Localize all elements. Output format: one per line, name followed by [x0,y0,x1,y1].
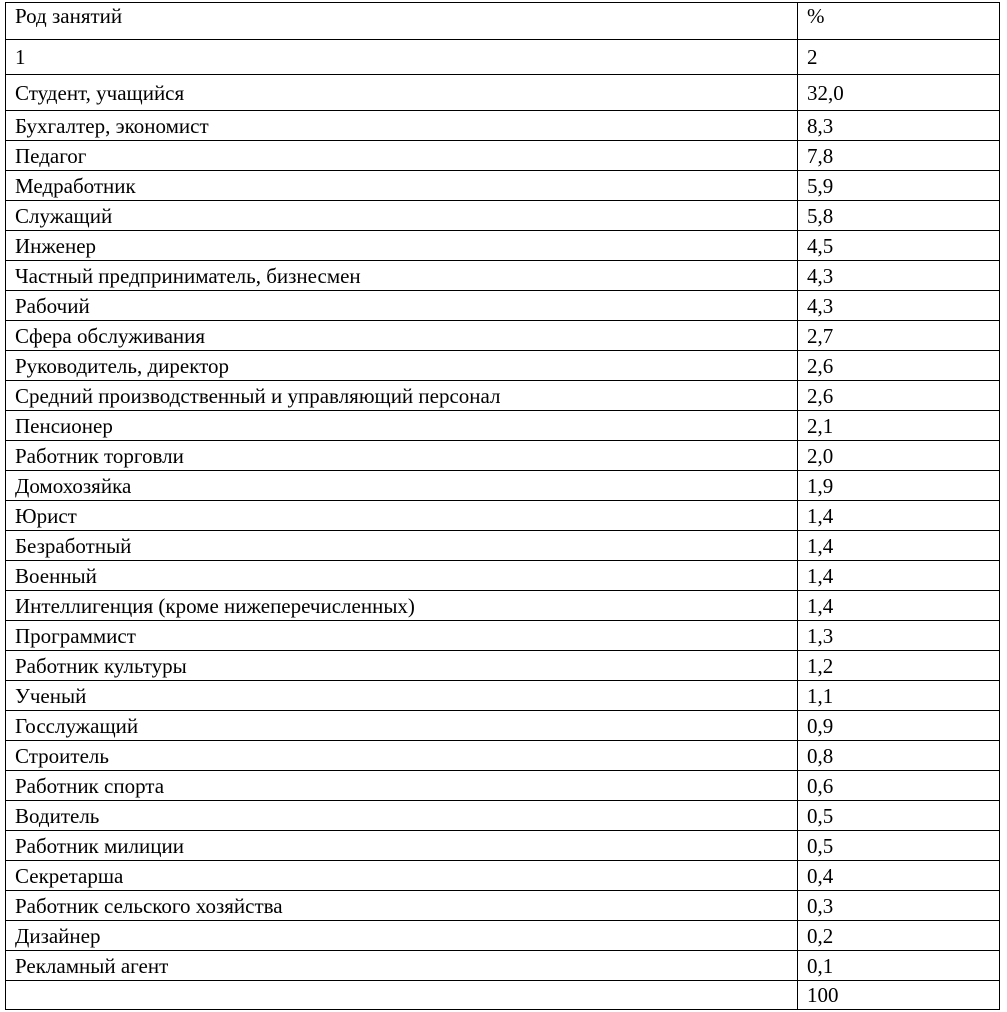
table-row [6,621,1000,651]
occupation-cell: Работник спорта [6,771,798,801]
percent-cell: 1,4 [798,501,1000,531]
occupation-cell: Юрист [6,501,798,531]
table-row [6,921,1000,951]
table-row [6,711,1000,741]
occupation-cell: Средний производственный и управляющий персонал [6,381,798,411]
occupation-cell: Военный [6,561,798,591]
table-row [6,651,1000,681]
occupation-cell: Студент, учащийся [6,75,798,111]
percent-cell: 2,6 [798,351,1000,381]
percent-cell: 4,5 [798,231,1000,261]
column-number-1: 1 [6,40,798,75]
header-percent: % [798,3,1000,40]
percent-cell: 0,5 [798,831,1000,861]
table-row [6,351,1000,381]
table-row [6,411,1000,441]
table-row [6,441,1000,471]
table-row [6,531,1000,561]
percent-cell: 5,8 [798,201,1000,231]
percent-cell: 0,2 [798,921,1000,951]
percent-cell: 1,1 [798,681,1000,711]
percent-cell: 1,4 [798,531,1000,561]
occupation-cell: Строитель [6,741,798,771]
total-row [6,981,1000,1010]
table-row [6,381,1000,411]
percent-cell: 0,1 [798,951,1000,981]
occupation-cell: Педагог [6,141,798,171]
percent-cell: 4,3 [798,261,1000,291]
table-row [6,171,1000,201]
occupation-cell: Водитель [6,801,798,831]
table-row [6,471,1000,501]
occupation-cell: Инженер [6,231,798,261]
occupation-table [5,2,1000,1010]
occupation-cell: Сфера обслуживания [6,321,798,351]
table-row [6,801,1000,831]
percent-cell: 0,3 [798,891,1000,921]
table-row [6,891,1000,921]
percent-cell: 1,9 [798,471,1000,501]
percent-cell: 1,3 [798,621,1000,651]
table-row [6,201,1000,231]
occupation-table-body [6,3,1000,1010]
percent-cell: 8,3 [798,111,1000,141]
header-occupation: Род занятий [6,3,798,40]
table-header-row [6,3,1000,40]
table-row [6,501,1000,531]
occupation-cell: Руководитель, директор [6,351,798,381]
percent-cell: 0,9 [798,711,1000,741]
percent-cell: 1,4 [798,591,1000,621]
occupation-cell: Домохозяйка [6,471,798,501]
occupation-cell: Пенсионер [6,411,798,441]
total-percent-cell: 100 [798,981,1000,1010]
table-row [6,261,1000,291]
percent-cell: 7,8 [798,141,1000,171]
occupation-cell: Работник торговли [6,441,798,471]
percent-cell: 4,3 [798,291,1000,321]
table-row [6,561,1000,591]
column-number-row [6,40,1000,75]
occupation-cell: Бухгалтер, экономист [6,111,798,141]
occupation-cell: Ученый [6,681,798,711]
table-row [6,291,1000,321]
occupation-cell: Работник милиции [6,831,798,861]
percent-cell: 0,5 [798,801,1000,831]
percent-cell: 0,6 [798,771,1000,801]
occupation-cell: Служащий [6,201,798,231]
occupation-cell: Интеллигенция (кроме нижеперечисленных) [6,591,798,621]
percent-cell: 1,2 [798,651,1000,681]
occupation-cell: Программист [6,621,798,651]
percent-cell: 0,4 [798,861,1000,891]
occupation-cell: Безработный [6,531,798,561]
percent-cell: 2,0 [798,441,1000,471]
occupation-cell: Работник сельского хозяйства [6,891,798,921]
table-row [6,75,1000,111]
table-row [6,591,1000,621]
occupation-cell: Медработник [6,171,798,201]
table-row [6,861,1000,891]
occupation-cell: Секретарша [6,861,798,891]
table-row [6,321,1000,351]
occupation-cell: Частный предприниматель, бизнесмен [6,261,798,291]
table-row [6,681,1000,711]
percent-cell: 32,0 [798,75,1000,111]
percent-cell: 0,8 [798,741,1000,771]
percent-cell: 2,1 [798,411,1000,441]
table-row [6,951,1000,981]
table-row [6,771,1000,801]
table-row [6,231,1000,261]
occupation-cell: Рекламный агент [6,951,798,981]
percent-cell: 1,4 [798,561,1000,591]
occupation-cell: Рабочий [6,291,798,321]
table-row [6,741,1000,771]
column-number-2: 2 [798,40,1000,75]
percent-cell: 2,7 [798,321,1000,351]
occupation-cell: Дизайнер [6,921,798,951]
table-row [6,141,1000,171]
table-row [6,831,1000,861]
occupation-cell: Работник культуры [6,651,798,681]
percent-cell: 5,9 [798,171,1000,201]
table-row [6,111,1000,141]
total-label-cell [6,981,798,1010]
percent-cell: 2,6 [798,381,1000,411]
occupation-cell: Госслужащий [6,711,798,741]
